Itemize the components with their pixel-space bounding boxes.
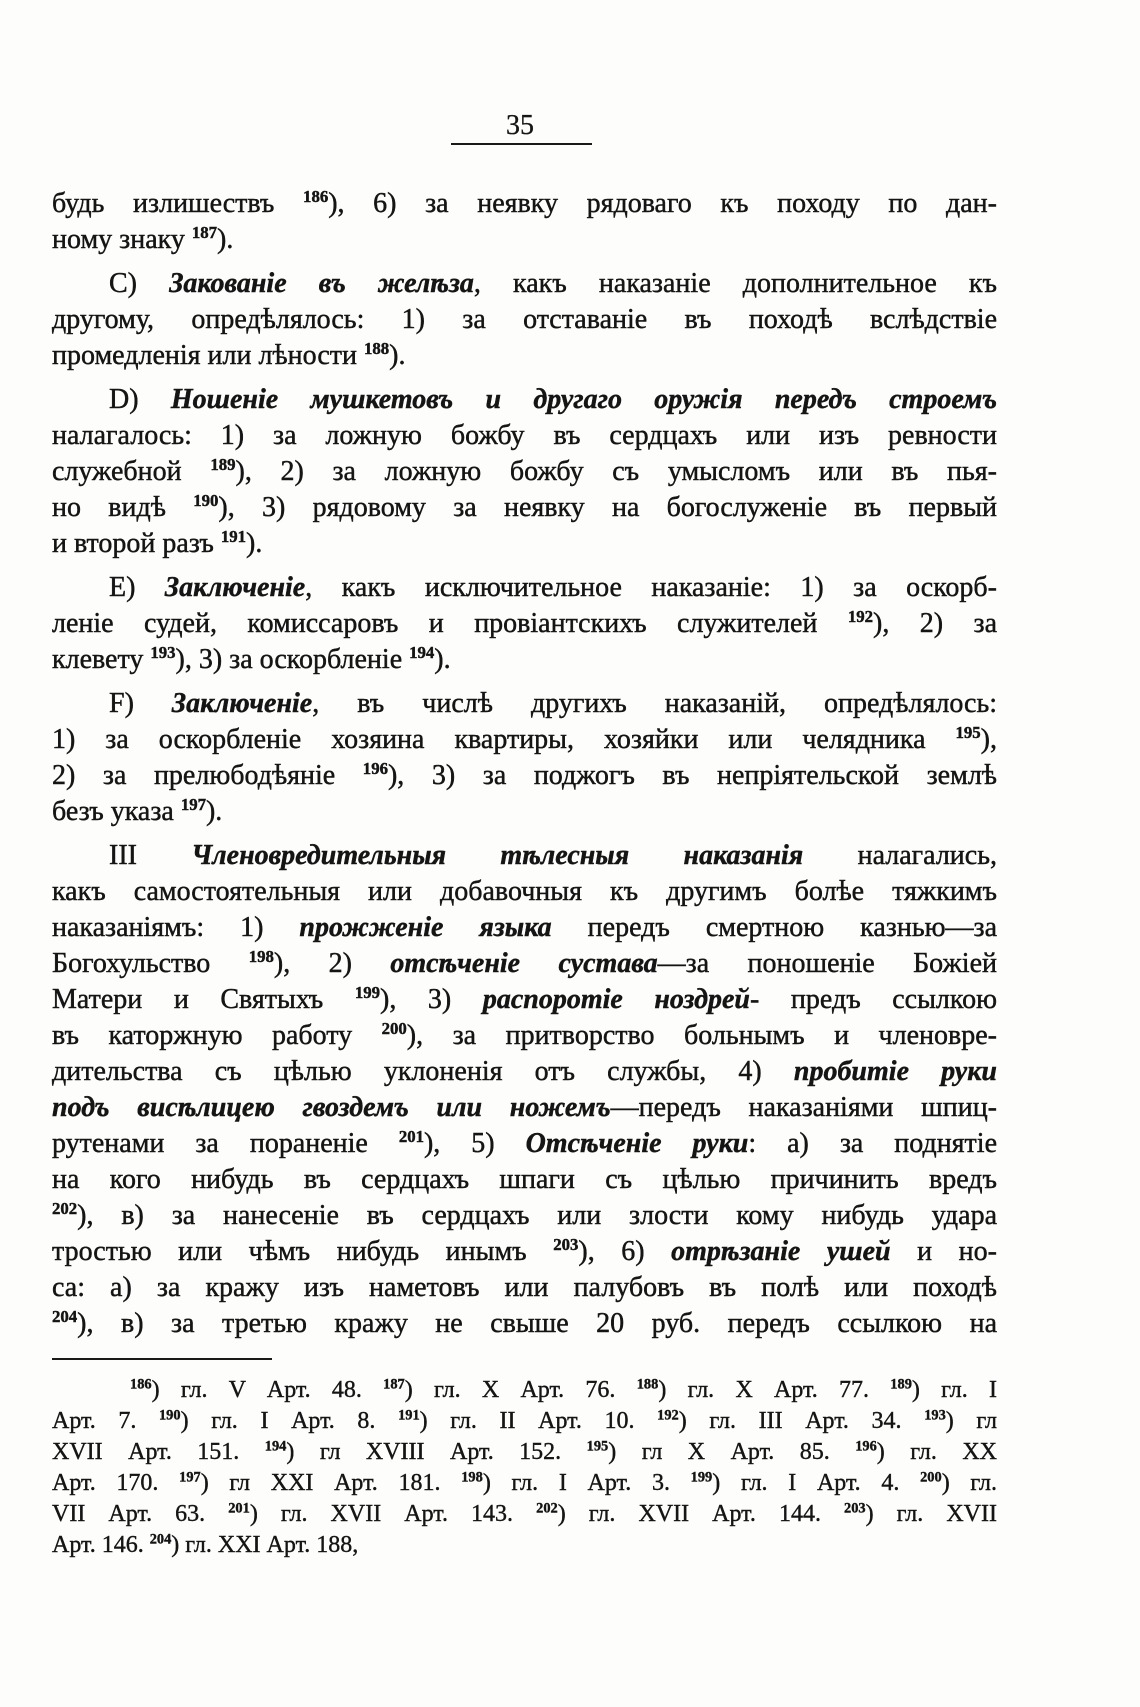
paragraph-continuation xyxy=(52,186,997,258)
text-line xyxy=(52,642,997,678)
footnote-number: 198 xyxy=(461,1469,483,1486)
footnote-number: 200 xyxy=(920,1469,942,1486)
footnote-line xyxy=(52,1375,997,1406)
text-run: : а) за поднятіе xyxy=(748,1128,998,1159)
text-line xyxy=(52,1306,997,1342)
footnote-text: ) гл. XVII Арт. 143. xyxy=(249,1501,537,1527)
footnote-number: 189 xyxy=(890,1376,912,1393)
text-run: F) xyxy=(109,688,172,719)
text-run: дительства съ цѣлью уклоненія отъ службы, 4) xyxy=(52,1056,794,1087)
emphasized-term: Отсѣченіе руки xyxy=(525,1128,749,1159)
footnote-number: 194 xyxy=(264,1438,287,1455)
footnote-line xyxy=(52,1406,997,1437)
footnote-number: 188 xyxy=(636,1376,659,1393)
text-line xyxy=(52,1162,997,1198)
text-run: безъ указа xyxy=(52,796,181,827)
text-run: ), 6) за неявку рядоваго къ походу по дан- xyxy=(328,188,997,219)
footnote-text: ) гл. I Арт. 3. xyxy=(482,1470,691,1496)
text-line xyxy=(52,526,997,562)
footnote-line xyxy=(52,1499,997,1530)
footnote-text: ) гл. X Арт. 76. xyxy=(404,1377,637,1403)
footnote-line xyxy=(52,1468,997,1499)
footnote-text: VII Арт. 63. xyxy=(52,1501,229,1527)
footnote-ref-marker: 188 xyxy=(363,338,390,358)
footnote-text: ) гл. XX xyxy=(876,1439,997,1465)
text-run: Богохульство xyxy=(52,948,249,979)
footnote-line xyxy=(52,1437,997,1468)
paragraph-d xyxy=(52,382,997,562)
text-run: ). xyxy=(246,528,263,559)
footnote-ref-marker: 204 xyxy=(52,1306,78,1326)
text-line xyxy=(52,1198,997,1234)
footnote-number: 197 xyxy=(179,1469,201,1486)
text-run: тростью или чѣмъ нибудь инымъ xyxy=(52,1236,554,1267)
text-run: ), 2) xyxy=(273,948,391,979)
text-run: другому, опредѣлялось: 1) за отставаніе въ походѣ вслѣдствіе xyxy=(52,304,997,335)
text-run: передъ смертною казнью—за xyxy=(551,912,997,943)
emphasized-term: Членовредительныя тѣлесныя наказанія xyxy=(191,840,804,871)
text-line xyxy=(52,1090,997,1126)
text-run: —передъ наказаніями шпиц- xyxy=(610,1092,998,1123)
text-run: леніе судей, комиссаровъ и провіантскихъ служителей xyxy=(52,608,848,639)
footnote-ref-marker: 192 xyxy=(847,606,874,626)
footnote-text: ) гл. I Арт. 4. xyxy=(712,1470,921,1496)
text-line xyxy=(52,382,997,418)
text-run: D) xyxy=(109,384,171,415)
text-line xyxy=(52,758,997,794)
footnote-ref-marker: 193 xyxy=(150,642,176,662)
text-line xyxy=(52,338,997,374)
footnote-ref-marker: 202 xyxy=(52,1198,78,1218)
footnote-number: 187 xyxy=(383,1376,405,1393)
text-run: са: а) за кражу изъ наметовъ или палубовъ въ полѣ или походѣ xyxy=(52,1272,997,1303)
emphasized-term: Закованіе въ желѣза xyxy=(169,268,474,299)
text-line xyxy=(52,454,997,490)
footnote-text: ) гл. I xyxy=(911,1377,998,1403)
text-run: ), 3) за поджогъ въ непріятельской землѣ xyxy=(387,760,997,791)
text-run: служебной xyxy=(52,456,211,487)
footnote-number: 202 xyxy=(536,1500,558,1517)
text-run: налагались, xyxy=(803,840,997,871)
footnote-ref-marker: 197 xyxy=(180,794,206,814)
text-run: въ каторжную работу xyxy=(52,1020,382,1051)
footnote-text: ) гл. xyxy=(941,1470,997,1496)
emphasized-term: Заключеніе xyxy=(164,572,306,603)
footnote-text: ) гл xyxy=(945,1408,998,1434)
text-run: Матери и Святыхъ xyxy=(52,984,355,1015)
footnote-text: ) гл. XVII Арт. 144. xyxy=(557,1501,845,1527)
body-text xyxy=(52,186,997,1342)
footnote-text: ) гл. XXI Арт. 188, xyxy=(171,1532,359,1558)
footnote-text: ) гл X Арт. 85. xyxy=(608,1439,856,1465)
text-line xyxy=(52,490,997,526)
paragraph-iii xyxy=(52,838,997,1342)
page-number: 35 xyxy=(506,110,534,141)
emphasized-term: пробитіе руки xyxy=(793,1056,997,1087)
text-line xyxy=(52,418,997,454)
footnote-number: 201 xyxy=(228,1500,250,1517)
footnote-ref-marker: 195 xyxy=(955,722,981,742)
text-line xyxy=(52,570,997,606)
footnote-ref-marker: 203 xyxy=(553,1234,579,1254)
footnote-number: 199 xyxy=(690,1469,713,1486)
text-run: ). xyxy=(205,796,223,827)
text-run: - предъ ссылкою xyxy=(750,984,997,1015)
text-run: и второй разъ xyxy=(52,528,221,559)
text-run: наказаніямъ: 1) xyxy=(52,912,300,943)
footnote-text: ) гл. III Арт. 34. xyxy=(678,1408,925,1434)
footnotes xyxy=(52,1375,997,1561)
text-run: III xyxy=(109,840,192,871)
footnote-text: ) гл XXI Арт. 181. xyxy=(200,1470,462,1496)
text-run: какъ самостоятельныя или добавочныя къ другимъ болѣе тяжкимъ xyxy=(52,876,997,907)
text-run: ), 6) xyxy=(578,1236,672,1267)
text-line xyxy=(52,266,997,302)
text-run: ), 5) xyxy=(423,1128,526,1159)
text-line xyxy=(52,302,997,338)
footnote-number: 192 xyxy=(657,1407,679,1424)
footnote-ref-marker: 198 xyxy=(248,946,274,966)
footnote-text: ) гл. X Арт. 77. xyxy=(658,1377,891,1403)
footnote-number: 203 xyxy=(844,1500,866,1517)
text-line xyxy=(52,910,997,946)
text-line xyxy=(52,946,997,982)
text-run: ), 3) за оскорбленіе xyxy=(175,644,410,675)
footnote-number: 204 xyxy=(149,1531,172,1548)
text-run: клевету xyxy=(52,644,151,675)
footnote-ref-marker: 196 xyxy=(362,758,388,778)
footnote-text: ) гл. I Арт. 8. xyxy=(180,1408,399,1434)
text-line xyxy=(52,1126,997,1162)
text-run: 1) за оскорбленіе хозяина квартиры, хозяйки или челядника xyxy=(52,724,956,755)
text-run: ), в) за третью кражу не свыше 20 руб. передъ ссылкою на xyxy=(77,1308,997,1339)
text-line xyxy=(52,686,997,722)
text-line xyxy=(52,1018,997,1054)
footnote-ref-marker: 200 xyxy=(381,1018,407,1038)
text-run: —за поношеніе Божіей xyxy=(657,948,997,979)
emphasized-term: отсѣченіе сустава xyxy=(390,948,658,979)
text-line xyxy=(52,794,997,830)
footnote-number: 186 xyxy=(130,1376,152,1393)
footnote-number: 193 xyxy=(924,1407,946,1424)
text-run: ), xyxy=(980,724,997,755)
footnote-number: 191 xyxy=(398,1407,420,1424)
footnote-ref-marker: 194 xyxy=(409,642,435,662)
footnote-text: XVII Арт. 151. xyxy=(52,1439,265,1465)
text-run: будь излишествъ xyxy=(52,188,304,219)
text-run: , въ числѣ другихъ наказаній, опредѣлялось: xyxy=(312,688,997,719)
footnote-line xyxy=(52,1530,997,1561)
footnote-text: ) гл XVIII Арт. 152. xyxy=(286,1439,587,1465)
paragraph-c xyxy=(52,266,997,374)
footnote-number: 195 xyxy=(586,1438,609,1455)
text-run: ). xyxy=(217,224,234,255)
footnote-ref-marker: 190 xyxy=(193,490,219,510)
emphasized-term: Ношеніе мушкетовъ и другаго оружія передъ строемъ xyxy=(170,384,998,415)
footnote-text: ) гл. V Арт. 48. xyxy=(151,1377,384,1403)
text-run: но видѣ xyxy=(52,492,194,523)
footnote-ref-marker: 201 xyxy=(398,1126,424,1146)
text-line xyxy=(52,1054,997,1090)
footnote-separator xyxy=(52,1358,272,1360)
footnote-text: ) гл. II Арт. 10. xyxy=(419,1408,658,1434)
text-run: ), за притворство больнымъ и членовре- xyxy=(406,1020,997,1051)
text-run: промедленія или лѣности xyxy=(52,340,364,371)
text-run: рутенами за пораненіе xyxy=(52,1128,399,1159)
footnote-text: Арт. 146. xyxy=(52,1532,150,1558)
text-run: E) xyxy=(109,572,165,603)
text-line xyxy=(52,982,997,1018)
paragraph-e xyxy=(52,570,997,678)
page-number-rule xyxy=(451,143,592,145)
text-run: , какъ наказаніе дополнительное къ xyxy=(473,268,998,299)
emphasized-term: Заключеніе xyxy=(171,688,313,719)
emphasized-term: распоротіе ноздрей xyxy=(482,984,750,1015)
text-run: налагалось: 1) за ложную божбу въ сердцахъ или изъ ревности xyxy=(52,420,997,451)
footnote-number: 190 xyxy=(158,1407,181,1424)
text-run: ), 2) за xyxy=(873,608,997,639)
text-run: ному знаку xyxy=(52,224,192,255)
text-run: ), 3) xyxy=(380,984,483,1015)
text-line xyxy=(52,722,997,758)
text-line xyxy=(52,874,997,910)
text-line xyxy=(52,1234,997,1270)
emphasized-term: отрѣзаніе ушей xyxy=(671,1236,891,1267)
text-run: на кого нибудь въ сердцахъ шпаги съ цѣлью причинить вредъ xyxy=(52,1164,997,1195)
footnote-text: Арт. 170. xyxy=(52,1470,180,1496)
text-line xyxy=(52,1270,997,1306)
text-line xyxy=(52,838,997,874)
footnote-number: 196 xyxy=(855,1438,877,1455)
text-run: и но- xyxy=(890,1236,997,1267)
text-run: , какъ исключительное наказаніе: 1) за оскорб- xyxy=(305,572,997,603)
footnote-ref-marker: 189 xyxy=(210,454,236,474)
footnote-text: ) гл. XVII xyxy=(865,1501,997,1527)
footnote-text: Арт. 7. xyxy=(52,1408,159,1434)
text-run: ). xyxy=(389,340,406,371)
text-run: ). xyxy=(434,644,451,675)
paragraph-f xyxy=(52,686,997,830)
footnote-ref-marker: 186 xyxy=(303,186,329,206)
footnote-ref-marker: 191 xyxy=(220,526,247,546)
text-run: C) xyxy=(109,268,170,299)
emphasized-term: прожженіе языка xyxy=(299,912,552,943)
text-line xyxy=(52,606,997,642)
text-line xyxy=(52,186,997,222)
footnote-ref-marker: 199 xyxy=(354,982,380,1002)
text-run: ), в) за нанесеніе въ сердцахъ или злости кому нибудь удара xyxy=(77,1200,997,1231)
text-run: ), 3) рядовому за неявку на богослуженіе въ первый xyxy=(218,492,997,523)
footnote-ref-marker: 187 xyxy=(191,222,218,242)
text-run: 2) за прелюбодѣяніе xyxy=(52,760,363,791)
emphasized-term: подъ висѣлицею гвоздемъ или ножемъ xyxy=(52,1092,611,1123)
text-run: ), 2) за ложную божбу съ умысломъ или въ пья- xyxy=(235,456,997,487)
text-line xyxy=(52,222,997,258)
